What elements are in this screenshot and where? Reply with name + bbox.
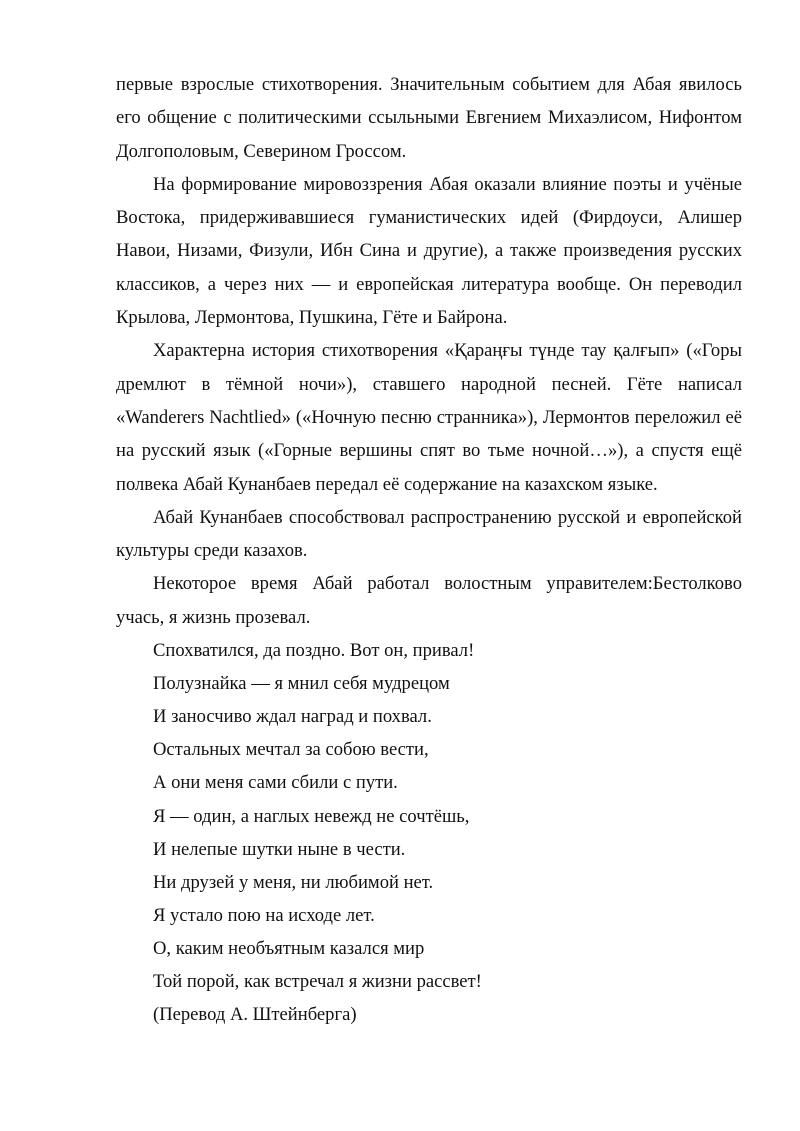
- text-line: культуры среди казахов.: [116, 540, 308, 562]
- paragraph-governor: [116, 567, 742, 634]
- paragraph-poem-history: [116, 334, 742, 500]
- verse-line: Той порой, как встречал я жизни рассвет!: [153, 970, 482, 992]
- paragraph-influences: [116, 168, 742, 334]
- text-line: Абай Кунанбаев способствовал распространению русской и европейской: [153, 506, 742, 528]
- verse-line: Ни друзей у меня, ни любимой нет.: [153, 871, 434, 893]
- text-line: Некоторое время Абай работал волостным управителем:Бестолково: [153, 573, 742, 595]
- translation-credit: (Перевод А. Штейнберга): [153, 1004, 357, 1026]
- text-line: полвека Абай Кунанбаев передал её содержание на казахском языке.: [116, 473, 658, 495]
- verse-line: И нелепые шутки ныне в чести.: [153, 838, 406, 860]
- verse-line: Спохватился, да поздно. Вот он, привал!: [153, 640, 475, 662]
- text-line: дремлют в тёмной ночи»), ставшего народной песней. Гёте написал: [116, 373, 742, 395]
- verse-line: Я устало пою на исходе лет.: [153, 904, 375, 926]
- verse-line: Полузнайка — я мнил себя мудрецом: [153, 673, 450, 695]
- poem-verse: [116, 634, 742, 1031]
- document-page: [116, 68, 742, 1031]
- text-line: На формирование мировоззрения Абая оказали влияние поэты и учёные: [153, 173, 742, 195]
- verse-line: И заносчиво ждал наград и похвал.: [153, 706, 432, 728]
- text-line: классиков, а через них — и европейская литература вообще. Он переводил: [116, 273, 742, 295]
- paragraph-continuation: [116, 68, 742, 168]
- text-line: Навои, Низами, Физули, Ибн Сина и другие), а также произведения русских: [116, 240, 742, 262]
- text-line: Характерна история стихотворения «Қараңғы түнде тау қалғып» («Горы: [153, 340, 742, 362]
- verse-line: Остальных мечтал за собою вести,: [153, 739, 429, 761]
- verse-line: Я — один, а наглых невежд не сочтёшь,: [153, 805, 470, 827]
- text-line: его общение с политическими ссыльными Евгением Михаэлисом, Нифонтом: [116, 107, 742, 129]
- verse-line: А они меня сами сбили с пути.: [153, 772, 398, 794]
- text-line: на русский язык («Горные вершины спят во тьме ночной…»), а спустя ещё: [116, 440, 742, 462]
- text-line: Долгополовым, Северином Гроссом.: [116, 140, 407, 162]
- text-line: Востока, придерживавшиеся гуманистических идей (Фирдоуси, Алишер: [116, 207, 742, 229]
- text-line: «Wanderers Nachtlied» («Ночную песню странника»), Лермонтов переложил её: [116, 406, 742, 428]
- text-line: учась, я жизнь прозевал.: [116, 606, 311, 628]
- paragraph-culture: [116, 501, 742, 568]
- text-line: Крылова, Лермонтова, Пушкина, Гёте и Байрона.: [116, 307, 508, 329]
- verse-line: О, каким необъятным казался мир: [153, 937, 425, 959]
- text-line: первые взрослые стихотворения. Значительным событием для Абая явилось: [116, 74, 742, 95]
